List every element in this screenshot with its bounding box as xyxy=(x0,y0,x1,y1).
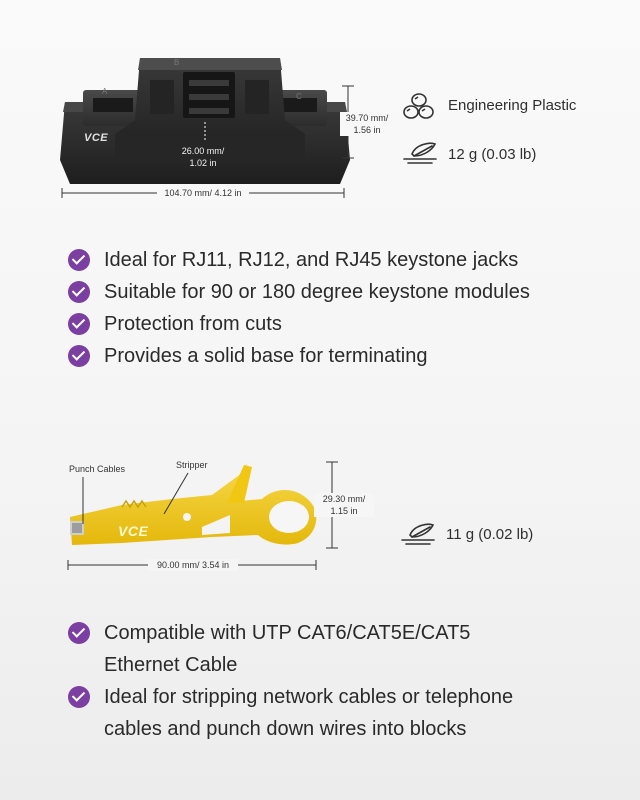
keystone-stand-image xyxy=(55,50,360,200)
height-dimension-label xyxy=(340,112,394,136)
punch-callout-line xyxy=(78,476,90,526)
height-dimension-line2: 1.56 in xyxy=(353,125,381,135)
feature-text: Suitable for 90 or 180 degree keystone modules xyxy=(104,281,530,303)
check-icon xyxy=(68,249,90,271)
feature-text: Protection from cuts xyxy=(104,313,282,335)
depth-dimension-label xyxy=(173,145,233,169)
keystone-stand-feature-list xyxy=(68,244,530,372)
stripper-callout-line xyxy=(160,472,192,516)
feature-text: Compatible with UTP CAT6/CAT5E/CAT5 Ethernet Cable xyxy=(104,622,471,676)
width-dimension-label: 104.70 mm/ 4.12 in xyxy=(157,187,249,199)
check-icon xyxy=(68,345,90,367)
check-icon xyxy=(68,313,90,335)
feature-text: Provides a solid base for terminating xyxy=(104,345,428,367)
slot-letter-c: C xyxy=(296,92,302,101)
height-dimension-line2: 1.15 in xyxy=(330,506,358,516)
vce-logo: VCE xyxy=(84,132,109,144)
depth-dimension-line1: 26.00 mm/ xyxy=(181,146,225,156)
feature-text: Ideal for RJ11, RJ12, and RJ45 keystone jacks xyxy=(104,249,519,271)
slot-letter-a: A xyxy=(102,87,108,96)
check-icon xyxy=(68,281,90,303)
plastic-pellets-icon xyxy=(402,90,436,122)
check-icon xyxy=(68,686,90,708)
feather-weight-icon xyxy=(402,140,438,166)
weight-spec: 11 g (0.02 lb) xyxy=(446,526,534,543)
list-item xyxy=(68,617,568,681)
height-dimension-label xyxy=(314,493,374,517)
list-item xyxy=(68,308,530,340)
check-icon xyxy=(68,622,90,644)
slot-letter-b: B xyxy=(174,58,180,67)
list-item xyxy=(68,681,568,745)
height-dimension-line1: 29.30 mm/ xyxy=(322,494,366,504)
stripper-feature-list xyxy=(68,617,568,745)
depth-dimension-line2: 1.02 in xyxy=(189,158,217,168)
material-spec: Engineering Plastic xyxy=(448,97,577,114)
vce-logo: VCE xyxy=(118,523,149,539)
width-dimension-label: 90.00 mm/ 3.54 in xyxy=(148,559,238,571)
stripper-callout: Stripper xyxy=(176,460,208,470)
list-item xyxy=(68,276,530,308)
feather-weight-icon xyxy=(400,521,436,547)
weight-spec: 12 g (0.03 lb) xyxy=(448,146,537,163)
feature-text: Ideal for stripping network cables or telephone cables and punch down wires into blocks xyxy=(104,686,514,740)
punch-cables-callout: Punch Cables xyxy=(69,464,126,474)
list-item xyxy=(68,244,530,276)
height-dimension-line1: 39.70 mm/ xyxy=(345,113,389,123)
list-item xyxy=(68,340,530,372)
